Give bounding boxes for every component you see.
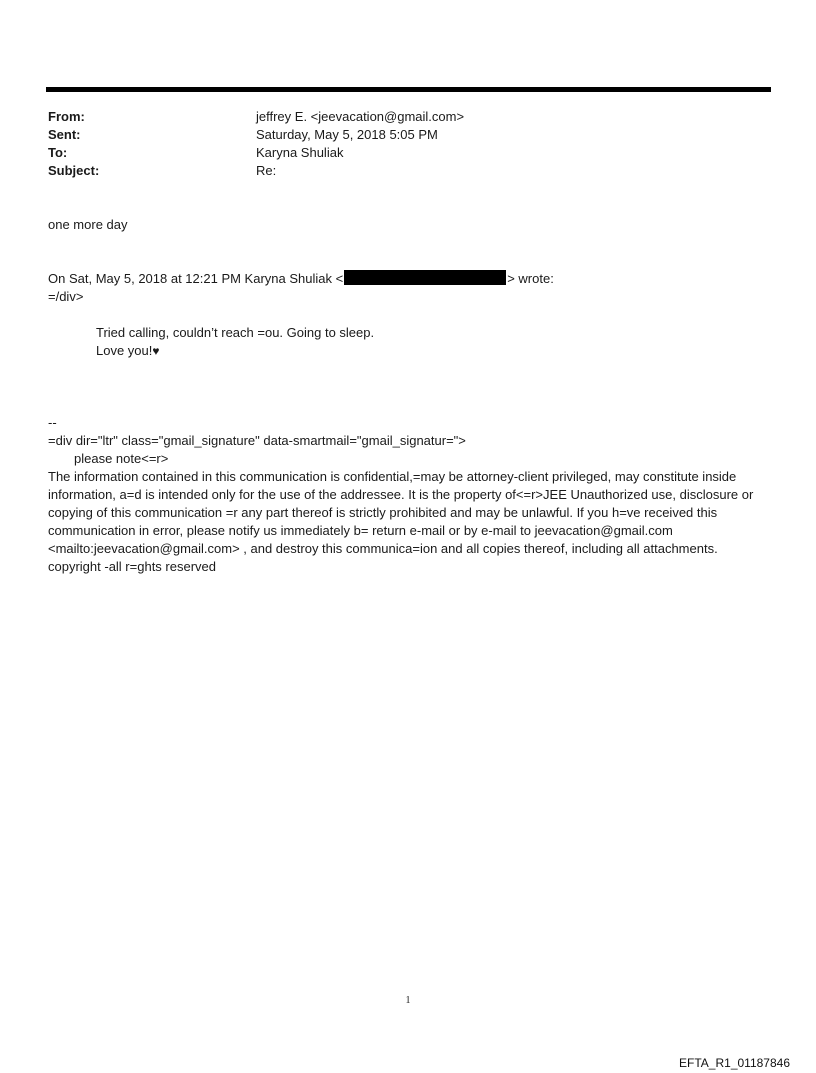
to-value: Karyna Shuliak bbox=[256, 145, 344, 160]
email-header bbox=[48, 108, 464, 180]
quoted-love-text: Love you! bbox=[96, 343, 153, 358]
from-value: jeffrey E. <jeevacation@gmail.com> bbox=[256, 109, 465, 124]
subject-value: Re: bbox=[256, 163, 277, 178]
quote-intro-prefix: On Sat, May 5, 2018 at 12:21 PM Karyna Shuliak < bbox=[48, 271, 344, 286]
quote-intro bbox=[48, 270, 554, 288]
heart-icon: ♥ bbox=[152, 344, 160, 358]
redaction-block bbox=[344, 270, 506, 285]
subject-label: Subject: bbox=[48, 163, 100, 178]
signature-note: please note<=r> bbox=[74, 451, 169, 466]
to-label: To: bbox=[48, 145, 68, 160]
signature-div-line: =div dir="ltr" class="gmail_signature" data-smartmail="gmail_signatur="> bbox=[48, 433, 466, 448]
page-number: 1 bbox=[405, 995, 411, 1006]
sent-row bbox=[48, 126, 464, 144]
quoted-line-2 bbox=[96, 342, 160, 360]
quote-div-text: =/div> bbox=[48, 289, 84, 304]
quote-intro-suffix: > wrote: bbox=[507, 271, 554, 286]
reply-text: one more day bbox=[48, 217, 128, 232]
subject-row bbox=[48, 162, 464, 180]
from-label: From: bbox=[48, 109, 85, 124]
quoted-line-1: Tried calling, couldn’t reach =ou. Going to sleep. bbox=[96, 325, 375, 340]
sent-value: Saturday, May 5, 2018 5:05 PM bbox=[256, 127, 438, 142]
from-row bbox=[48, 108, 464, 126]
confidentiality-disclaimer: The information contained in this communication is confidential,=may be attorney-client privileged, may constitute inside information, a=d is intended only for the use of the addressee. It is the property of<=r>JEE Unauthorized use, disclosure or copying of this communication =r any part thereof is strictly prohibited and may be unlawful. If you h=ve received this communication in error, please notify us immediately b= return e-mail or by e-mail to jeevacation@gmail.com <mailto:jeevacation@gmail.com> , and destroy this communica=ion and all copies thereof, including all attachments. copyright -all r=ghts reserved bbox=[48, 469, 754, 574]
header-rule bbox=[46, 87, 771, 92]
sent-label: Sent: bbox=[48, 127, 81, 142]
signature-separator: -- bbox=[48, 415, 57, 430]
bates-number: EFTA_R1_01187846 bbox=[679, 1056, 790, 1070]
to-row bbox=[48, 144, 464, 162]
